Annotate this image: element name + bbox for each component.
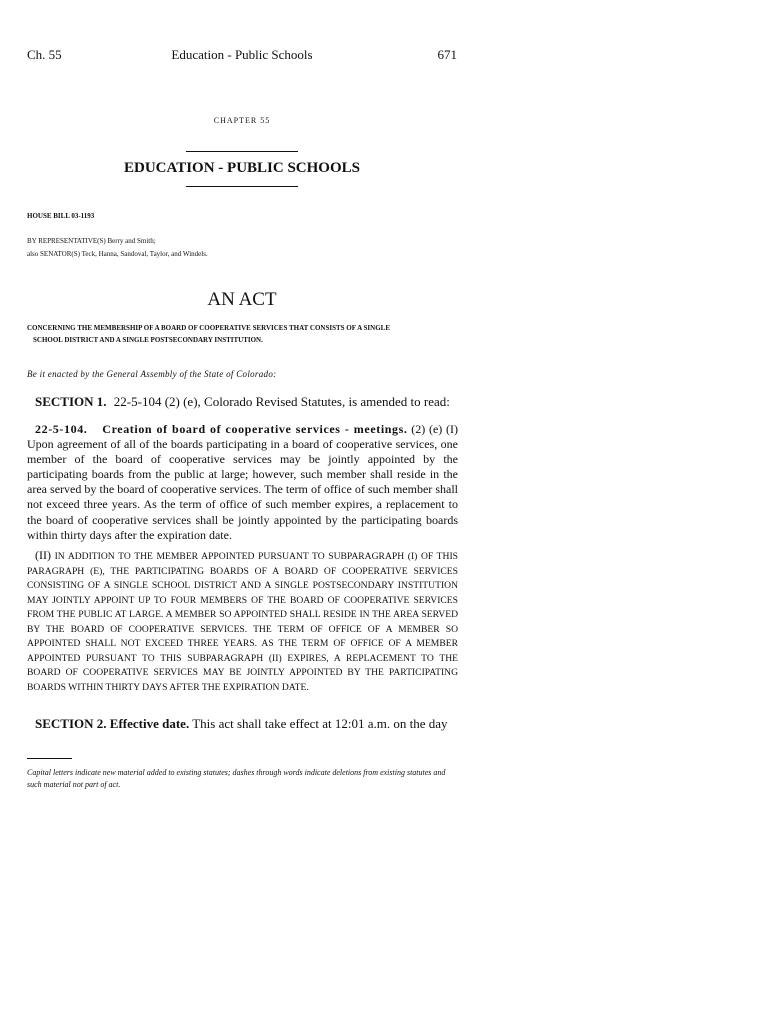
- title-rule-top: [186, 151, 298, 152]
- sponsors-senators: also SENATOR(S) Teck, Hanna, Sandoval, Taylor, and Windels.: [27, 250, 208, 258]
- act-heading: AN ACT: [207, 289, 277, 310]
- footnote: Capital letters indicate new material added to existing statutes; dashes through words indicate deletions from existing statutes and such material not part of act.: [27, 768, 446, 789]
- bill-number: HOUSE BILL 03-1193: [27, 212, 95, 220]
- running-header-chapter: Ch. 55: [27, 47, 62, 62]
- section-1: [35, 394, 458, 410]
- act-title-concerning: [27, 322, 463, 346]
- section-2-label: SECTION 2.: [35, 716, 107, 731]
- section-2-heading: Effective date.: [109, 716, 190, 731]
- sponsors-representatives: BY REPRESENTATIVE(S) Berry and Smith;: [27, 237, 156, 245]
- footnote-rule: [27, 758, 72, 759]
- statute-heading: Creation of board of cooperative services - meetings.: [102, 422, 408, 436]
- amendment-text: IN ADDITION TO THE MEMBER APPOINTED PURSUANT TO SUBPARAGRAPH (I) OF THIS PARAGRAPH (E), THE PARTICIPATING BOARDS OF A BOARD OF COOPERATIVE SERVICES CONSISTING OF A SINGLE SCHOOL DISTRICT AND A SINGLE POSTSECONDARY INSTITUTION MAY JOINTLY APPOINT UP TO FOUR MEMBERS OF THE BOARD OF COOPERATIVE SERVICES FROM THE PUBLIC AT LARGE. A MEMBER SO APPOINTED SHALL RESIDE IN THE AREA SERVED BY THE BOARD OF COOPERATIVE SERVICES. THE TERM OF OFFICE OF A MEMBER SO APPOINTED SHALL NOT EXCEED THREE YEARS. AS THE TERM OF OFFICE OF A MEMBER APPOINTED PURSUANT TO THIS SUBPARAGRAPH (II) EXPIRES, A REPLACEMENT TO THE BOARD OF COOPERATIVE SERVICES MAY BE JOINTLY APPOINTED BY THE PARTICIPATING BOARDS WITHIN THIRTY DAYS AFTER THE EXPIRATION DATE.: [27, 551, 458, 693]
- statute-paragraph: [27, 422, 458, 543]
- enacting-clause: Be it enacted by the General Assembly of the State of Colorado:: [27, 369, 277, 379]
- title-rule-bottom: [186, 186, 298, 187]
- amendment-paragraph: [27, 548, 458, 695]
- section-1-text: 22-5-104 (2) (e), Colorado Revised Statutes, is amended to read:: [113, 394, 450, 409]
- section-2: [35, 716, 458, 732]
- concerning-line-2: SCHOOL DISTRICT AND A SINGLE POSTSECONDARY INSTITUTION.: [33, 336, 263, 344]
- running-header-title: Education - Public Schools: [171, 47, 313, 62]
- statute-number: 22-5-104.: [35, 422, 88, 436]
- section-2-text: This act shall take effect at 12:01 a.m. on the day: [192, 716, 448, 731]
- concerning-line-1: CONCERNING THE MEMBERSHIP OF A BOARD OF COOPERATIVE SERVICES THAT CONSISTS OF A SINGLE: [27, 324, 390, 332]
- amendment-subparagraph: (II): [35, 548, 51, 562]
- statute-text: (2) (e) (I) Upon agreement of all of the boards participating in a board of cooperative services, one member of the board of cooperative services may be jointly appointed by the participating boards from the public at large; however, such member shall reside in the area served by the board of cooperative services. The term of office of such member shall not exceed three years. As the term of office of such member expires, a replacement to the board of cooperative services shall be jointly appointed by the participating boards within thirty days after the expiration date.: [27, 422, 459, 542]
- page-title: EDUCATION - PUBLIC SCHOOLS: [123, 160, 360, 176]
- chapter-label: CHAPTER 55: [213, 116, 271, 125]
- page-number: 671: [437, 47, 457, 62]
- section-1-label: SECTION 1.: [35, 394, 107, 409]
